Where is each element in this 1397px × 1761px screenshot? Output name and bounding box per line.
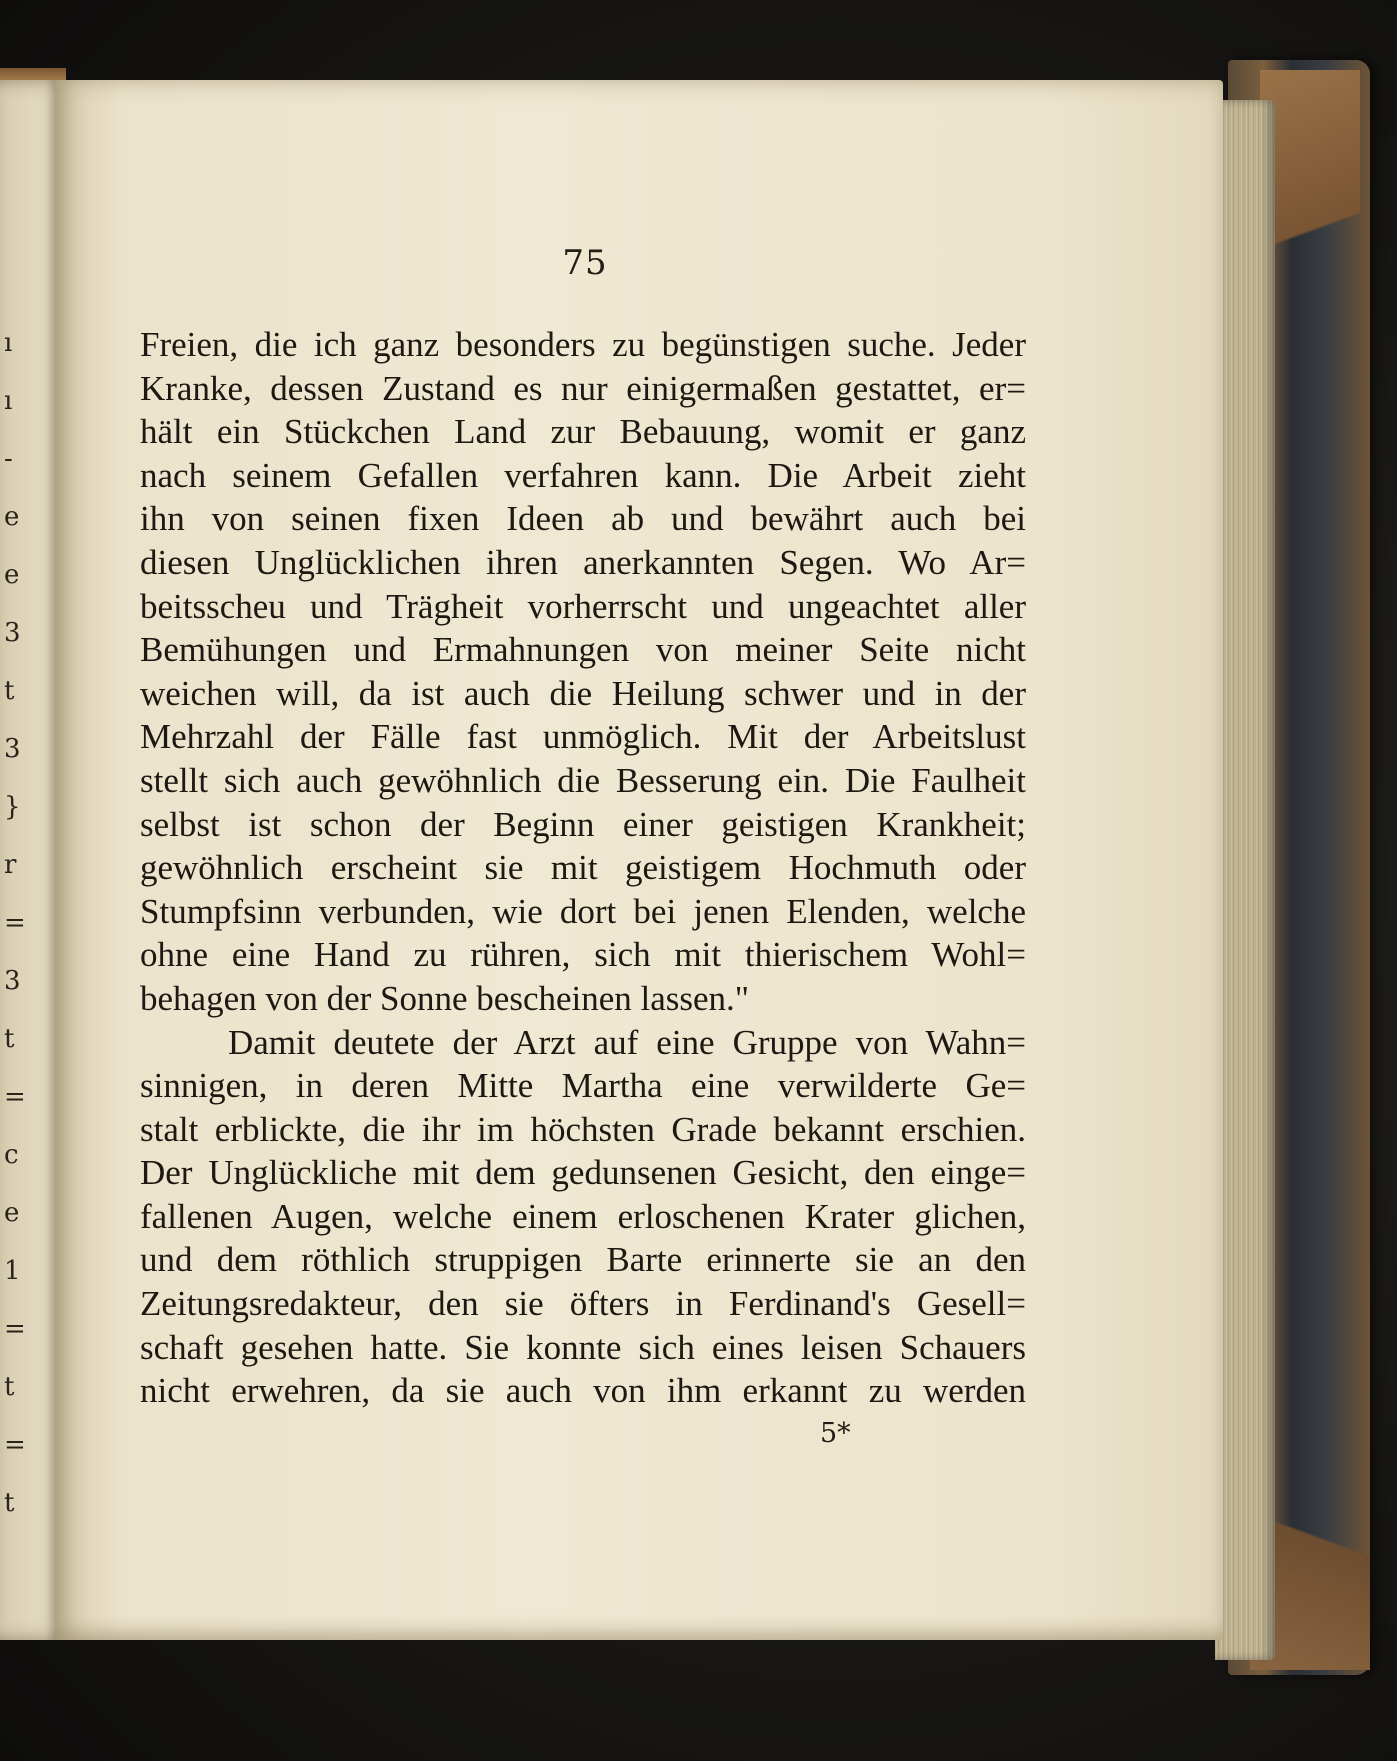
left-page-mark: 1 xyxy=(4,1256,21,1286)
text-line: Kranke, dessen Zustand es nur einigermaßen gestattet, er= xyxy=(140,368,1026,408)
page-number: 75 xyxy=(562,243,608,283)
left-page-mark: ı xyxy=(4,386,13,416)
text-line: behagen von der Sonne bescheinen lassen." xyxy=(140,978,750,1018)
text-line: Zeitungsredakteur, den sie öfters in Ferdinand's Gesell= xyxy=(140,1284,1026,1324)
left-page-mark: = xyxy=(4,1082,26,1112)
text-line: hält ein Stückchen Land zur Bebauung, womit er ganz xyxy=(140,412,1026,452)
text-line: fallenen Augen, welche einem erloschenen Krater glichen, xyxy=(140,1196,1026,1236)
left-page-mark: 3 xyxy=(4,966,21,996)
text-line: Bemühungen und Ermahnungen von meiner Seite nicht xyxy=(140,630,1026,670)
cover-corner-top xyxy=(1260,70,1360,330)
left-page-mark: t xyxy=(4,1024,15,1054)
left-page-mark: = xyxy=(4,1314,26,1344)
text-line: gewöhnlich erscheint sie mit geistigem Hochmuth oder xyxy=(140,848,1026,888)
text-line: selbst ist schon der Beginn einer geistigen Krankheit; xyxy=(140,804,1026,844)
text-line: stellt sich auch gewöhnlich die Besserung ein. Die Faulheit xyxy=(140,760,1026,800)
left-page-mark: t xyxy=(4,1488,15,1518)
signature-mark: 5* xyxy=(820,1418,851,1449)
text-line: weichen will, da ist auch die Heilung schwer und in der xyxy=(140,673,1026,713)
left-page-mark: e xyxy=(4,502,20,532)
text-line: stalt erblickte, die ihr im höchsten Grade bekannt erschien. xyxy=(140,1109,1026,1149)
left-page-mark: } xyxy=(4,792,21,822)
text-line: Damit deutete der Arzt auf eine Gruppe von Wahn= xyxy=(228,1022,1026,1062)
left-page-mark: - xyxy=(4,444,13,474)
text-line: ohne eine Hand zu rühren, sich mit thierischem Wohl= xyxy=(140,935,1026,975)
text-line: nicht erwehren, da sie auch von ihm erkannt zu werden xyxy=(140,1371,1026,1411)
left-page-mark: 3 xyxy=(4,734,21,764)
left-page-mark: = xyxy=(4,908,26,938)
text-line: nach seinem Gefallen verfahren kann. Die Arbeit zieht xyxy=(140,455,1026,495)
left-page-mark: e xyxy=(4,560,20,590)
left-page-mark: = xyxy=(4,1430,26,1460)
text-line: Freien, die ich ganz besonders zu begünstigen suche. Jeder xyxy=(140,325,1026,364)
text-line: diesen Unglücklichen ihren anerkannten Segen. Wo Ar= xyxy=(140,542,1026,582)
text-line: schaft gesehen hatte. Sie konnte sich eines leisen Schauers xyxy=(140,1327,1026,1367)
left-page-mark: t xyxy=(4,676,15,706)
left-page-mark: 3 xyxy=(4,618,21,648)
left-page-mark: ı xyxy=(4,328,13,358)
page-text xyxy=(140,323,1026,1413)
left-page-mark: r xyxy=(4,850,17,880)
text-line: beitsscheu und Trägheit vorherrscht und ungeachtet aller xyxy=(140,586,1026,626)
text-line: und dem röthlich struppigen Barte erinnerte sie an den xyxy=(140,1240,1026,1280)
page-block-edge xyxy=(1215,100,1275,1660)
left-page-mark: c xyxy=(4,1140,19,1170)
text-line: ihn von seinen fixen Ideen ab und bewährt auch bei xyxy=(140,499,1026,539)
text-line: sinnigen, in deren Mitte Martha eine verwilderte Ge= xyxy=(140,1066,1026,1106)
left-page-mark: t xyxy=(4,1372,15,1402)
left-page-mark: e xyxy=(4,1198,20,1228)
text-line: Mehrzahl der Fälle fast unmöglich. Mit der Arbeitslust xyxy=(140,717,1026,757)
text-line: Der Unglückliche mit dem gedunsenen Gesicht, den einge= xyxy=(140,1153,1026,1193)
left-page-marks xyxy=(0,80,30,1640)
text-line: Stumpfsinn verbunden, wie dort bei jenen Elenden, welche xyxy=(140,891,1026,931)
